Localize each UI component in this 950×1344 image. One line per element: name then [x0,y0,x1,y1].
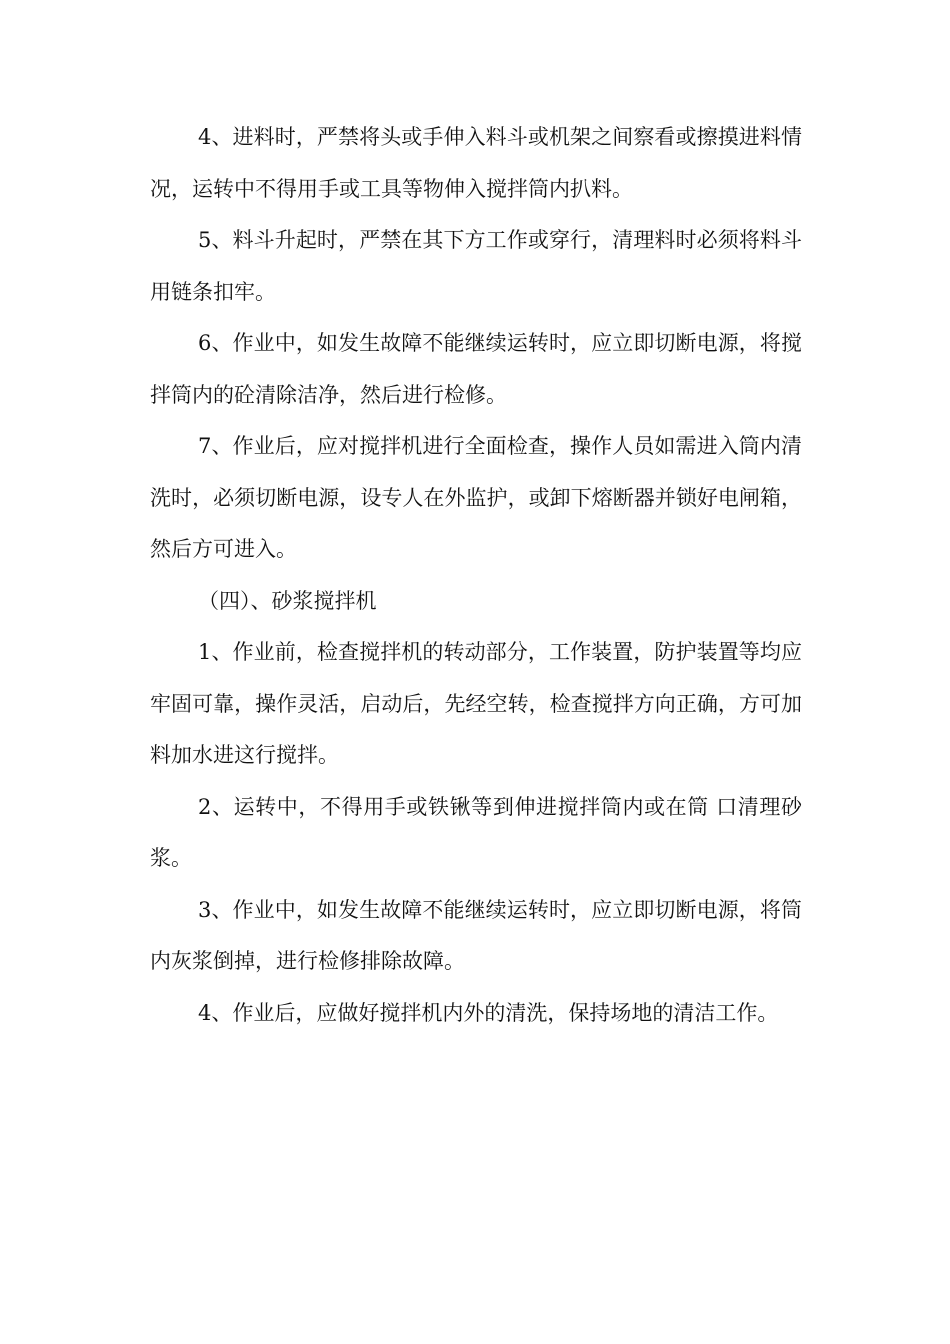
mortar-paragraph-1: 1、作业前，检查搅拌机的转动部分，工作装置，防护装置等均应牢固可靠，操作灵活，启动后，先经空转，检查搅拌方向正确，方可加料加水进这行搅拌。 [150,640,802,767]
document-body [150,112,802,1039]
paragraph-item-7: 7、作业后，应对搅拌机进行全面检查，操作人员如需进入筒内清洗时，必须切断电源，设专人在外监护，或卸下熔断器并锁好电闸箱，然后方可进入。 [150,434,802,561]
mortar-paragraph-3: 3、作业中，如发生故障不能继续运转时，应立即切断电源，将筒内灰浆倒掉，进行检修排除故障。 [150,897,802,973]
mortar-paragraph-4: 4、作业后，应做好搅拌机内外的清洗，保持场地的清洁工作。 [198,1000,779,1025]
mortar-paragraph-2: 2、运转中，不得用手或铁锹等到伸进搅拌筒内或在筒 口清理砂浆。 [150,794,802,870]
paragraph-item-6: 6、作业中，如发生故障不能继续运转时，应立即切断电源，将搅拌筒内的砼清除洁净，然后进行检修。 [150,331,802,407]
section-heading-mortar-mixer: （四）、砂浆搅拌机 [198,588,377,613]
paragraph-item-4: 4、进料时，严禁将头或手伸入料斗或机架之间察看或擦摸进料情况，运转中不得用手或工具等物伸入搅拌筒内扒料。 [150,125,802,201]
paragraph-item-5: 5、料斗升起时，严禁在其下方工作或穿行，清理料时必须将料斗用链条扣牢。 [150,228,802,304]
